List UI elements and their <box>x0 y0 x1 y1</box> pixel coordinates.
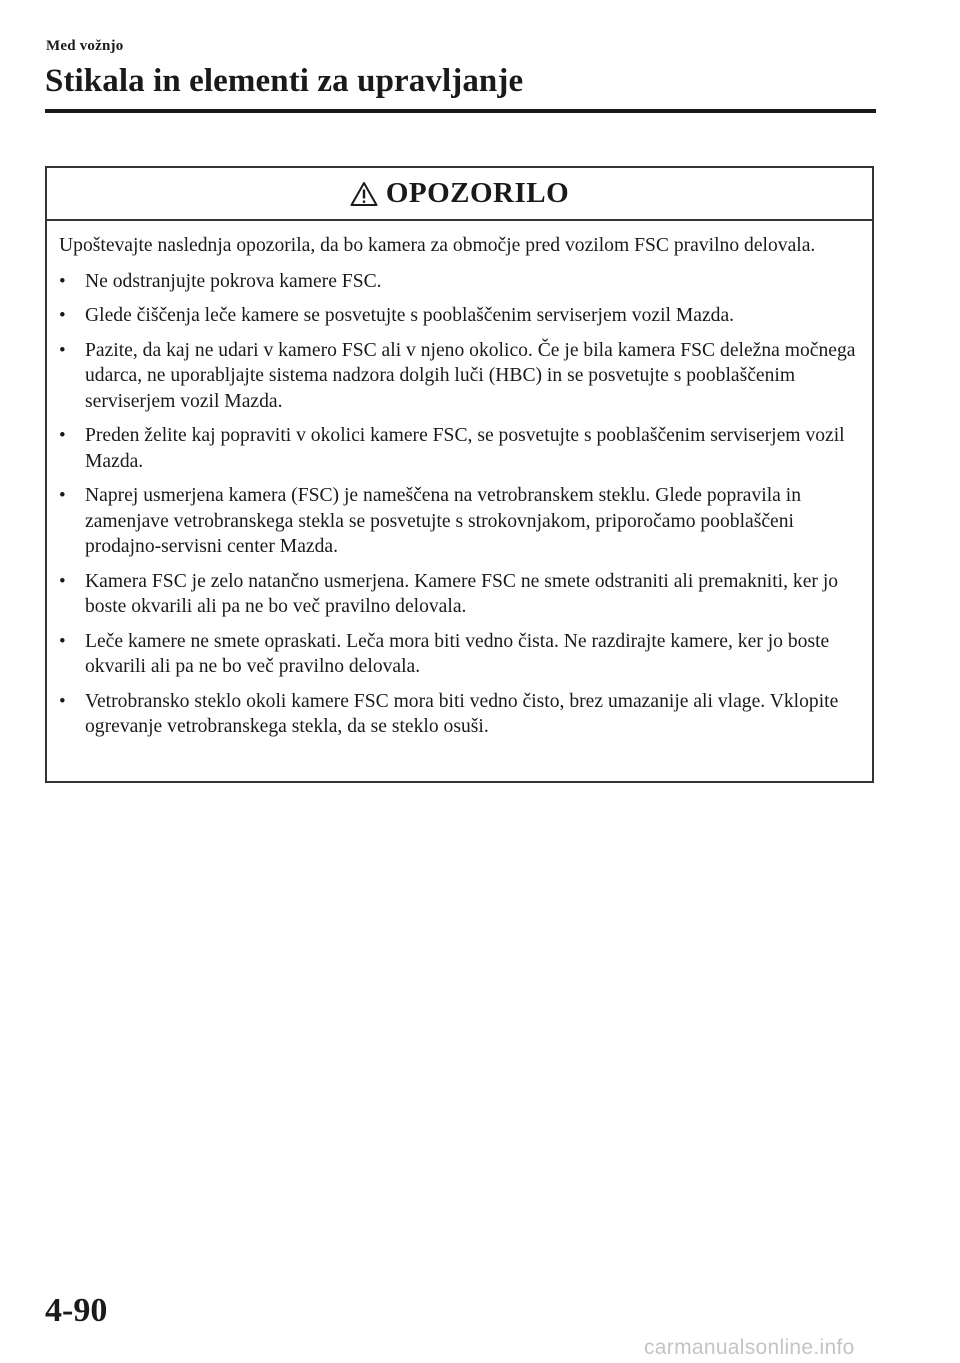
list-item-text: Ne odstranjujte pokrova kamere FSC. <box>85 270 382 292</box>
warning-header <box>47 168 872 221</box>
warning-intro: Upoštevajte naslednja opozorila, da bo kamera za območje pred vozilom FSC pravilno delovala. <box>59 235 816 256</box>
bullet-icon: • <box>59 485 66 506</box>
list-item <box>59 569 860 620</box>
list-item-text: Kamera FSC je zelo natančno usmerjena. Kamere FSC ne smete odstraniti ali premakniti, ker jo boste okvarili ali pa ne bo več pravilno delovala. <box>85 570 839 617</box>
breadcrumb: Med vožnjo <box>46 38 124 54</box>
title-divider <box>45 109 876 113</box>
list-item <box>59 629 860 680</box>
bullet-icon: • <box>59 690 66 712</box>
list-item <box>59 338 860 415</box>
page-number: 4-90 <box>45 1292 108 1329</box>
list-item-text: Naprej usmerjena kamera (FSC) je nameščena na vetrobranskem steklu. Glede popravila in zamenjave vetrobranskega stekla se posvetujte s strokovnjakom, priporočamo pooblaščeni prodajno-servisni center Mazda. <box>85 485 802 557</box>
list-item-text: Pazite, da kaj ne udari v kamero FSC ali v njeno okolico. Če je bila kamera FSC deležna močnega udarca, ne uporabljajte sistema nadzora dolgih luči (HBC) in se posvetujte s pooblaščenim serviserjem vozil Mazda. <box>85 339 856 412</box>
bullet-icon: • <box>59 305 66 326</box>
list-item-text: Glede čiščenja leče kamere se posvetujte s pooblaščenim serviserjem vozil Mazda. <box>85 305 735 326</box>
warning-triangle-icon <box>350 181 378 207</box>
list-item <box>59 483 860 560</box>
list-item <box>59 269 860 295</box>
bullet-icon: • <box>59 425 66 446</box>
warning-title: OPOZORILO <box>385 177 570 209</box>
warning-list <box>59 269 860 740</box>
list-item-text: Preden želite kaj popraviti v okolici kamere FSC, se posvetujte s pooblaščenim serviserjem vozil Mazda. <box>85 425 845 472</box>
list-item <box>59 303 860 329</box>
list-item-text: Leče kamere ne smete opraskati. Leča mora biti vedno čista. Ne razdirajte kamere, ker jo boste okvarili ali pa ne bo več pravilno delovala. <box>85 630 830 677</box>
warning-box <box>45 166 874 783</box>
bullet-icon: • <box>59 570 66 592</box>
list-item-text: Vetrobransko steklo okoli kamere FSC mora biti vedno čisto, brez umazanije ali vlage. Vklopite ogrevanje vetrobranskega stekla, da se steklo osuši. <box>85 690 839 737</box>
page-title: Stikala in elementi za upravljanje <box>45 63 524 99</box>
list-item <box>59 689 860 740</box>
bullet-icon: • <box>59 339 66 361</box>
list-item <box>59 423 860 474</box>
watermark: carmanualsonline.info <box>644 1336 855 1359</box>
bullet-icon: • <box>59 270 66 292</box>
warning-body <box>47 221 872 740</box>
bullet-icon: • <box>59 630 66 652</box>
